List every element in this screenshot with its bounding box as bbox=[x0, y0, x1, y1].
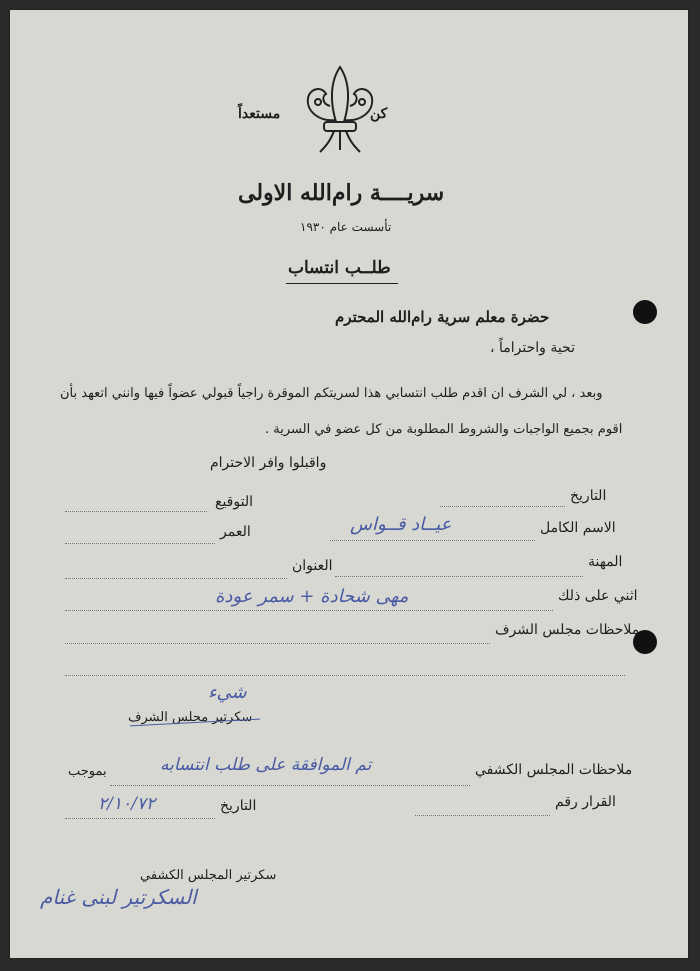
date-label: التاريخ bbox=[570, 488, 607, 504]
honor-secretary-label: سكرتير مجلس الشرف bbox=[128, 710, 253, 725]
fleur-de-lis-icon bbox=[300, 62, 380, 157]
motto-left: مستعداً bbox=[238, 106, 281, 122]
decision-label: القرار رقم bbox=[555, 794, 616, 810]
application-form-sheet bbox=[10, 10, 688, 958]
scout-notes-suffix: بموجب bbox=[68, 764, 107, 779]
greeting: تحية واحتراماً ، bbox=[490, 340, 575, 356]
date2-line bbox=[65, 818, 215, 819]
form-title: طلــب انتساب bbox=[288, 258, 391, 278]
founded-year: تأسست عام ١٩٣٠ bbox=[300, 220, 392, 234]
scout-notes-value: تم الموافقة على طلب انتسابه bbox=[160, 755, 372, 775]
scout-secretary-label: سكرتير المجلس الكشفي bbox=[140, 868, 277, 883]
honor-notes-label: ملاحظات مجلس الشرف bbox=[495, 622, 640, 638]
fullname-line bbox=[330, 540, 535, 541]
date-line bbox=[440, 506, 565, 507]
scout-notes-line bbox=[110, 785, 470, 786]
endorse-line bbox=[65, 610, 553, 611]
fullname-value: عيــاد قــواس bbox=[350, 514, 452, 535]
scout-secretary-signature: السكرتير لبنى غنام bbox=[40, 885, 197, 909]
honor-notes-line-2 bbox=[65, 675, 625, 676]
motto-right: كن bbox=[370, 106, 388, 122]
signature-label: التوقيع bbox=[215, 494, 253, 510]
honor-secretary-signature: شيء bbox=[208, 682, 247, 703]
title-underline bbox=[286, 283, 398, 284]
honor-notes-line-1 bbox=[65, 643, 490, 644]
age-line bbox=[65, 543, 215, 544]
decision-line bbox=[415, 815, 550, 816]
organization-name: سريــــة رام‌الله الاولى bbox=[238, 180, 445, 206]
address-line bbox=[65, 578, 287, 579]
profession-label: المهنة bbox=[588, 554, 623, 570]
letter-body-line-1: وبعد ، لي الشرف ان اقدم طلب انتسابي هذا لسريتكم الموقرة راجياً قبولي عضواً فيها وانني اتعهد بأن bbox=[60, 386, 603, 401]
punch-hole-top bbox=[633, 300, 657, 324]
profession-line bbox=[335, 576, 583, 577]
scout-notes-label: ملاحظات المجلس الكشفي bbox=[475, 762, 633, 778]
address-label: العنوان bbox=[292, 558, 333, 574]
closing: واقبلوا وافر الاحترام bbox=[210, 455, 327, 471]
signature-line bbox=[65, 511, 207, 512]
salutation: حضرة معلم سرية رام‌الله المحترم bbox=[335, 308, 550, 326]
fullname-label: الاسم الكامل bbox=[540, 520, 616, 536]
age-label: العمر bbox=[220, 524, 251, 540]
endorse-value: مهى شحادة + سمر عودة bbox=[215, 586, 409, 607]
letter-body-line-2: اقوم بجميع الواجبات والشروط المطلوبة من كل عضو في السرية . bbox=[265, 422, 623, 437]
endorse-label: اثني على ذلك bbox=[558, 588, 638, 604]
date2-label: التاريخ bbox=[220, 798, 257, 814]
date2-value: ٢/١٠/٧٢ bbox=[98, 794, 156, 814]
